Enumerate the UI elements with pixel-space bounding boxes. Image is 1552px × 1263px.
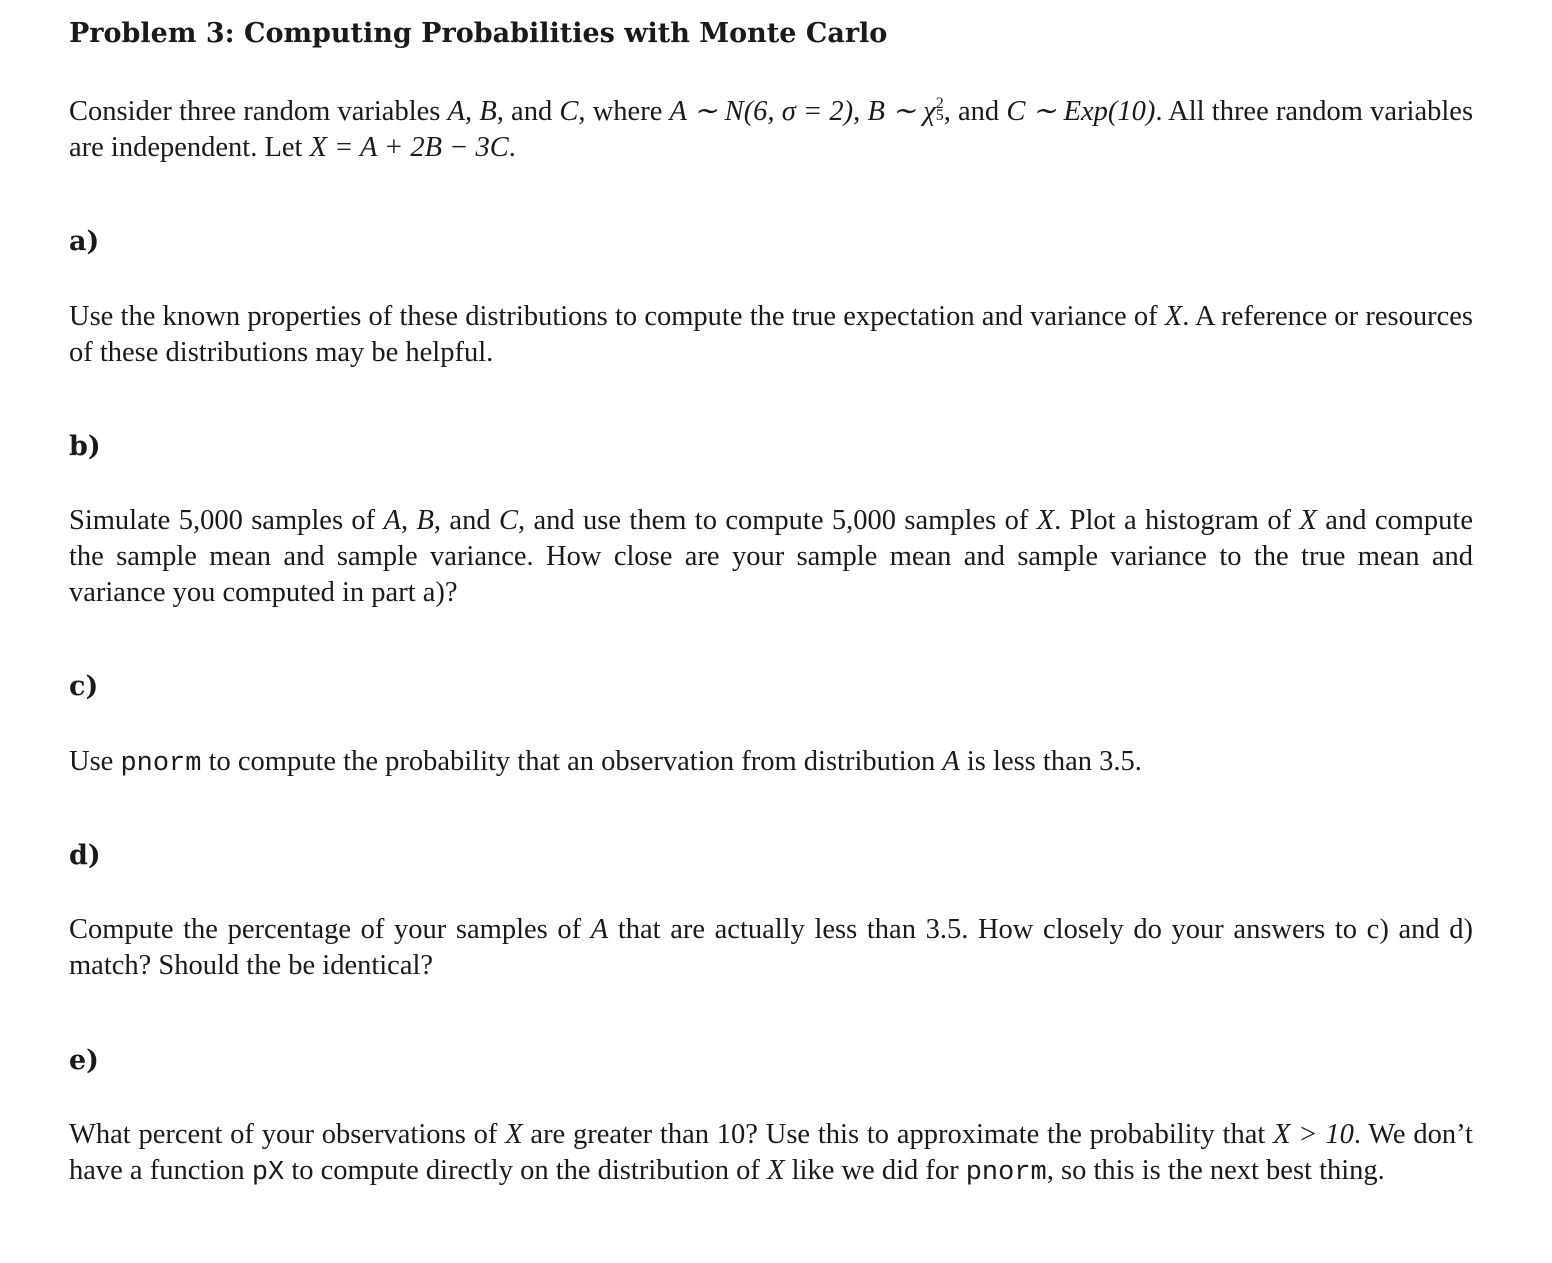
text: like we did for: [784, 1155, 966, 1186]
text: , and: [433, 505, 499, 536]
var-c: C: [498, 505, 518, 536]
part-d-text: [69, 912, 1473, 984]
problem-title: Problem 3: Computing Probabilities with Monte Carlo: [69, 18, 888, 49]
part-e-label: e): [69, 1045, 99, 1076]
inequality: X > 10: [1273, 1119, 1354, 1150]
text: , so this is the next best thing.: [1046, 1155, 1385, 1186]
code-pnorm: pnorm: [120, 749, 202, 779]
chi-indices: [935, 95, 944, 124]
text: to compute directly on the distribution of: [284, 1155, 768, 1186]
var-x: X: [1299, 505, 1317, 536]
text: , and use them to compute 5,000 samples of: [517, 505, 1037, 536]
part-b-label: b): [69, 431, 101, 462]
text: .: [508, 132, 516, 163]
code-pnorm: pnorm: [965, 1158, 1047, 1188]
def-x: X = A + 2B − 3C: [309, 132, 509, 163]
text: , and: [496, 96, 560, 127]
dist-a: A ∼ N(6, σ = 2): [669, 96, 854, 127]
text: What percent of your observations of: [69, 1119, 506, 1150]
text: Simulate 5,000 samples of: [69, 505, 384, 536]
part-c-text: [69, 744, 1473, 782]
var-c: C: [559, 96, 579, 127]
text: is less than 3.5.: [959, 746, 1142, 777]
dist-c: C ∼ Exp(10): [1006, 96, 1156, 127]
part-e-text: [69, 1117, 1473, 1191]
text: to compute the probability that an observation from distribution: [201, 746, 943, 777]
code-px: pX: [251, 1158, 285, 1188]
text: . We don’t have a function: [69, 1119, 1473, 1186]
text: Consider three random variables: [69, 96, 448, 127]
var-x: X: [1036, 505, 1055, 536]
var-b: B: [416, 505, 434, 536]
text: and compute the sample mean and sample variance. How close are your sample mean and sample variance to the true mean and variance you computed in part a)?: [69, 505, 1473, 608]
chi-sup: 2: [935, 95, 944, 112]
var-a: A: [942, 746, 960, 777]
var-a: A: [447, 96, 465, 127]
var-a: A: [383, 505, 401, 536]
var-b: B: [479, 96, 497, 127]
text: . Plot a histogram of: [1054, 505, 1300, 536]
dist-b: B ∼ χ: [867, 96, 936, 127]
text: Compute the percentage of your samples of: [69, 914, 591, 945]
part-b-text: [69, 503, 1473, 611]
text: that are actually less than 3.5. How closely do your answers to c) and d) match? Should the be identical?: [69, 914, 1473, 981]
chi-sub: 5: [935, 107, 944, 124]
part-c-label: c): [69, 671, 99, 702]
var-x: X: [1164, 301, 1183, 332]
var-x: X: [505, 1119, 523, 1150]
var-x: X: [767, 1155, 785, 1186]
text: . A reference or resources of these distributions may be helpful.: [69, 301, 1473, 368]
text: ,: [400, 505, 417, 536]
text: , and: [943, 96, 1007, 127]
text: ,: [853, 96, 868, 127]
part-a-text: [69, 299, 1473, 371]
text: Use the known properties of these distributions to compute the true expectation and variance of: [69, 301, 1165, 332]
text: Use: [69, 746, 121, 777]
part-d-label: d): [69, 840, 101, 871]
intro-paragraph: [69, 94, 1473, 166]
text: are greater than 10? Use this to approximate the probability that: [522, 1119, 1274, 1150]
text: ,: [464, 96, 480, 127]
part-a-label: a): [69, 226, 100, 257]
text: , where: [578, 96, 670, 127]
var-a: A: [590, 914, 609, 945]
text: . All three random variables are independent. Let: [69, 96, 1474, 163]
